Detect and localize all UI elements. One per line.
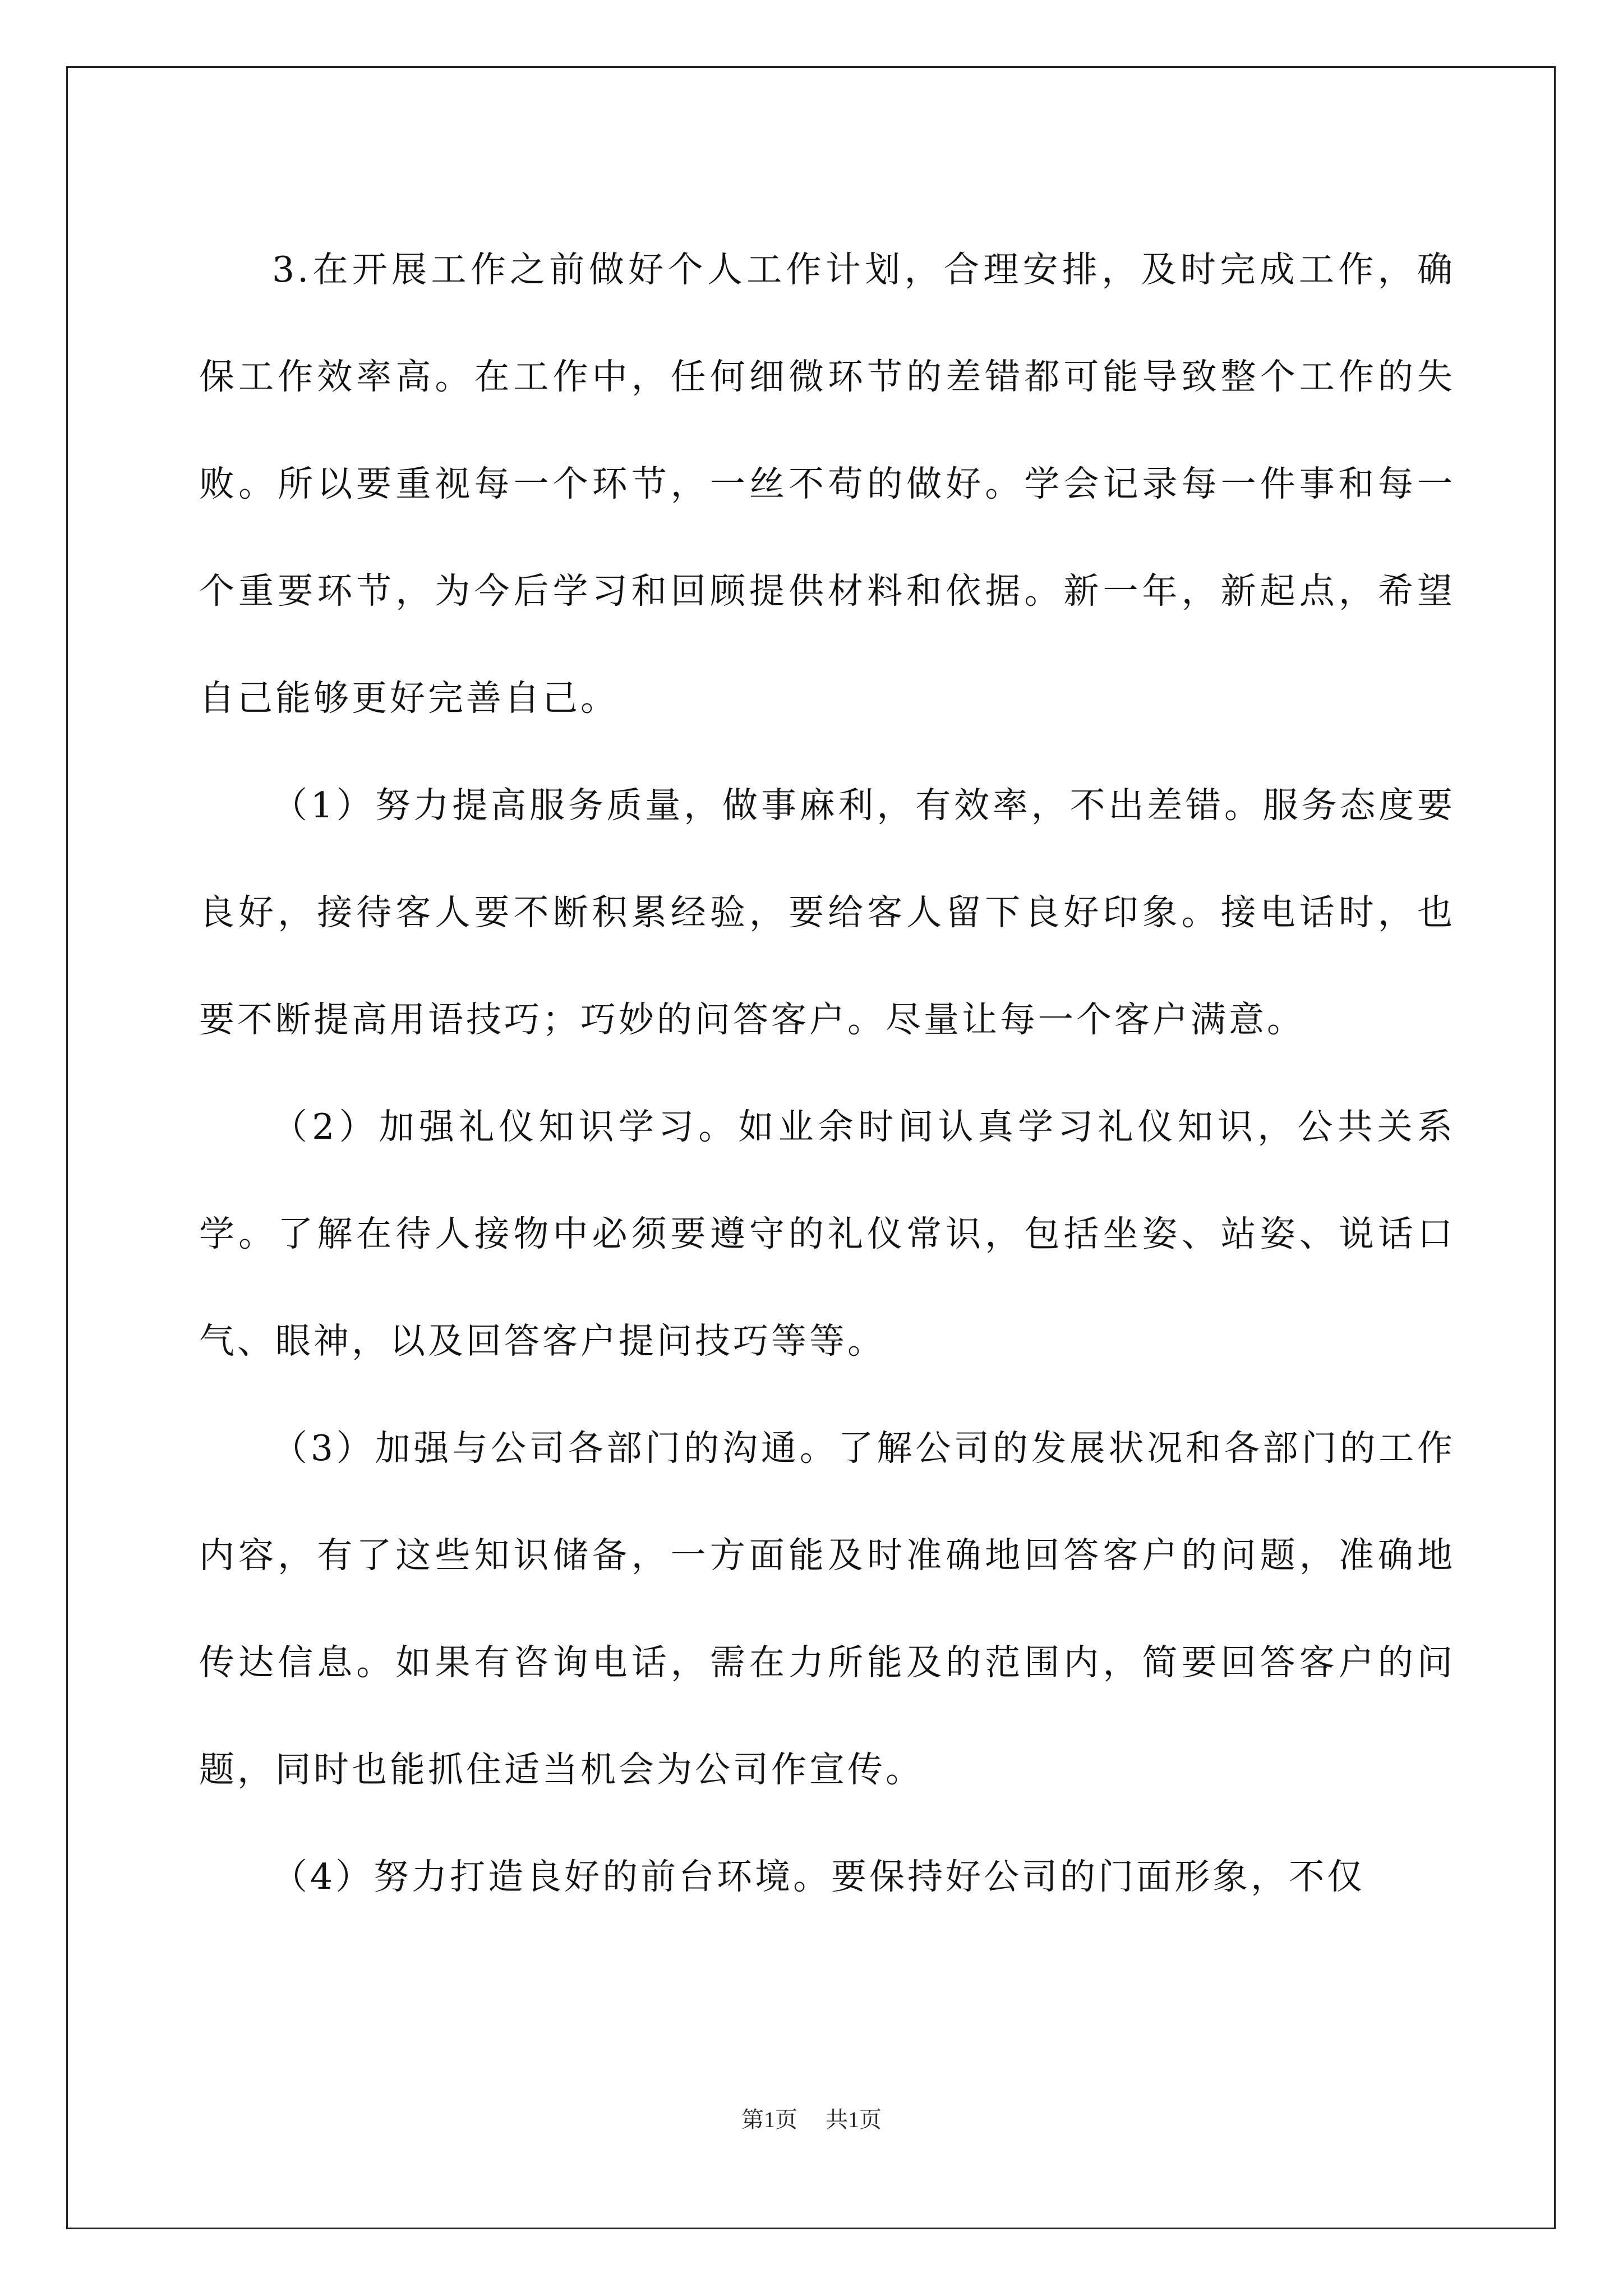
paragraph-etiquette: （2）加强礼仪知识学习。如业余时间认真学习礼仪知识，公共关系学。了解在待人接物中必须要遵守的礼仪常识，包括坐姿、站姿、说话口气、眼神，以及回答客户提问技巧等等。 [199, 1106, 1455, 1361]
paragraph-front-desk: （4）努力打造良好的前台环境。要保持好公司的门面形象，不仅 [272, 1856, 1366, 1897]
page-total: 共1页 [826, 2107, 882, 2132]
paragraph-work-plan: 3.在开展工作之前做好个人工作计划，合理安排，及时完成工作，确保工作效率高。在工作中，任何细微环节的差错都可能导致整个工作的失败。所以要重视每一个环节，一丝不苟的做好。学会记录每一件事和每一个重要环节，为今后学习和回顾提供材料和依据。新一年，新起点，希望自己能够更好完善自己。 [199, 249, 1455, 719]
paragraph-service-quality: （1）努力提高服务质量，做事麻利，有效率，不出差错。服务态度要良好，接待客人要不断积累经验，要给客人留下良好印象。接电话时，也要不断提高用语技巧；巧妙的问答客户。尽量让每一个客户满意。 [199, 785, 1455, 1040]
page-footer [0, 2106, 1623, 2134]
document-body [199, 216, 1455, 1930]
paragraph-communication: （3）加强与公司各部门的沟通。了解公司的发展状况和各部门的工作内容，有了这些知识储备，一方面能及时准确地回答客户的问题，准确地传达信息。如果有咨询电话，需在力所能及的范围内，简要回答客户的问题，同时也能抓住适当机会为公司作宣传。 [199, 1428, 1455, 1790]
page-number: 第1页 [741, 2107, 797, 2132]
